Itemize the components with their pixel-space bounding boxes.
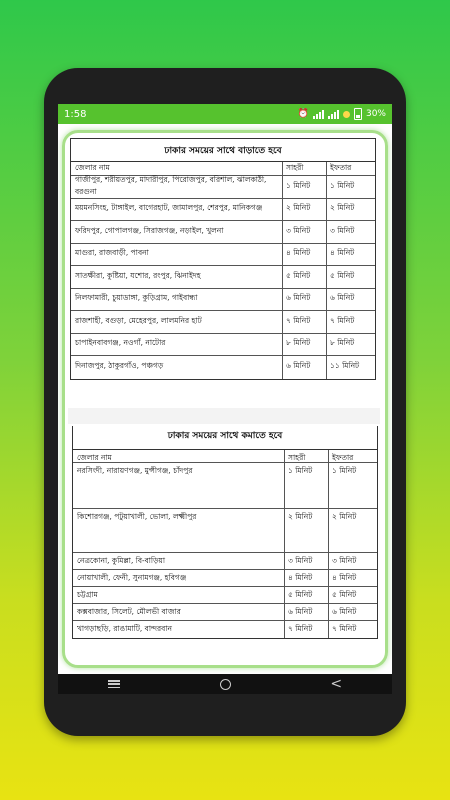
district-cell: রাজশাহী, বগুড়া, মেহেরপুর, লালমনির হাট [71,311,283,333]
menu-icon[interactable] [108,680,120,688]
district-cell: চাপাইনবাবগঞ্জ, নওগাঁ, নাটোর [71,334,283,356]
table-row [71,199,375,222]
table-row [71,266,375,289]
district-cell: দিনাজপুর, ঠাকুরগাঁও, পঞ্চগড় [71,356,283,379]
signal-icon [313,110,324,119]
sehri-cell: ২ মিনিট [285,509,329,552]
navigation-bar [58,674,392,694]
table-row [73,509,377,553]
district-cell: কিশোরগঞ্জ, পটুয়াখালী, ভোলা, লক্ষ্মীপুর [73,509,285,552]
district-cell: মাগুরা, রাজবাড়ী, পাবনা [71,244,283,266]
iftar-cell: ৩ মিনিট [330,225,355,235]
sehri-cell: ১ মিনিট [283,176,327,198]
district-cell: নোয়াখালী, ফেনী, সুনামগঞ্জ, হবিগঞ্জ [73,570,285,586]
table-row [71,334,375,357]
iftar-cell: ৪ মিনিট [332,573,357,582]
header-sehri: সাহরী [283,162,327,175]
sehri-cell: ১ মিনিট [285,463,329,508]
table-row [73,621,377,638]
sehri-cell: ৪ মিনিট [285,570,329,586]
battery-percent: 30% [365,109,386,119]
sehri-cell: ৫ মিনিট [283,266,327,288]
table-row [71,289,375,312]
iftar-cell: ৬ মিনিট [330,293,355,303]
iftar-cell: ১ মিনিট [332,466,357,475]
table-title: ঢাকার সময়ের সাথে বাড়াতে হবে [71,139,375,162]
status-time: 1:58 [64,108,87,120]
table-header [73,449,377,463]
iftar-cell: ১১ মিনিট [330,361,360,371]
table-row [73,463,377,509]
iftar-cell: ৫ মিনিট [332,590,357,599]
back-icon[interactable]: < [330,676,343,692]
district-cell: নরসিংদী, নারায়ণগঞ্জ, মুন্সীগঞ্জ, চাঁদপুর [73,463,285,508]
home-icon[interactable] [220,679,231,690]
table-decrease [72,426,378,639]
iftar-cell: ২ মিনিট [330,203,355,213]
header-iftar: ইফতার [330,162,352,172]
table-row [71,244,375,267]
header-iftar: ইফতার [332,453,354,462]
sehri-cell: ২ মিনিট [283,199,327,221]
district-cell: গাজীপুর, শরীয়তপুর, মাদারীপুর, পিরোজপুর, বরিশাল, ঝালকাঠী, বরগুনা [71,176,283,198]
sehri-cell: ৬ মিনিট [283,289,327,311]
alarm-icon: ⏰ [297,109,309,119]
iftar-cell: ৭ মিনিট [332,624,357,633]
table-row [71,311,375,334]
divider-strip [68,408,380,424]
screen [58,104,392,694]
sehri-cell: ৮ মিনিট [283,334,327,356]
district-cell: কক্সবাজার, সিলেট, মৌলভী বাজার [73,604,285,620]
iftar-cell: ৭ মিনিট [330,315,355,325]
table-row [71,221,375,244]
table-increase [70,138,376,380]
district-cell: ফরিদপুর, গোপালগঞ্জ, সিরাজগঞ্জ, নড়াইল, খুলনা [71,221,283,243]
district-cell: ময়মনসিংহ, টাঙ্গাইল, বাগেরহাট, জামালপুর, শেরপুর, মানিকগঞ্জ [71,199,283,221]
sehri-cell: ৬ মিনিট [283,356,327,379]
header-district: জেলার নাম [73,450,285,462]
sehri-cell: ৪ মিনিট [283,244,327,266]
iftar-cell: ৩ মিনিট [332,556,357,565]
status-bar [58,104,392,124]
iftar-cell: ৪ মিনিট [330,248,355,258]
header-district: জেলার নাম [71,162,283,175]
header-sehri: সাহরী [285,450,329,462]
district-cell: চট্টগ্রাম [73,587,285,603]
sehri-cell: ৫ মিনিট [285,587,329,603]
district-cell: নেত্রকোনা, কুমিল্লা, বি-বাড়িয়া [73,553,285,569]
app-icon [343,111,350,118]
battery-icon [354,108,362,120]
iftar-cell: ১ মিনিট [330,180,355,190]
iftar-cell: ৫ মিনিট [330,270,355,280]
district-cell: নিলফামারী, চুয়াডাঙ্গা, কুড়িগ্রাম, গাইবান্ধা [71,289,283,311]
sehri-cell: ৭ মিনিট [285,621,329,638]
table-row [73,604,377,621]
content-area[interactable] [58,124,392,674]
table-row [73,553,377,570]
table-row [73,570,377,587]
table-row [71,176,375,199]
table-row [73,587,377,604]
status-icons [298,108,386,120]
district-cell: খাগড়াছড়ি, রাঙামাটি, বান্দরবান [73,621,285,638]
sehri-cell: ৭ মিনিট [283,311,327,333]
table-title: ঢাকার সময়ের সাথে কমাতে হবে [167,431,283,441]
iftar-cell: ২ মিনিট [332,512,357,521]
sehri-cell: ৩ মিনিট [283,221,327,243]
iftar-cell: ৬ মিনিট [332,607,357,616]
signal-icon [328,110,339,119]
district-cell: সাতক্ষীরা, কুষ্টিয়া, যশোর, রংপুর, ঝিনাইদহ [71,266,283,288]
sehri-cell: ৩ মিনিট [285,553,329,569]
iftar-cell: ৮ মিনিট [330,338,355,348]
sehri-cell: ৬ মিনিট [285,604,329,620]
table-row [71,356,375,379]
